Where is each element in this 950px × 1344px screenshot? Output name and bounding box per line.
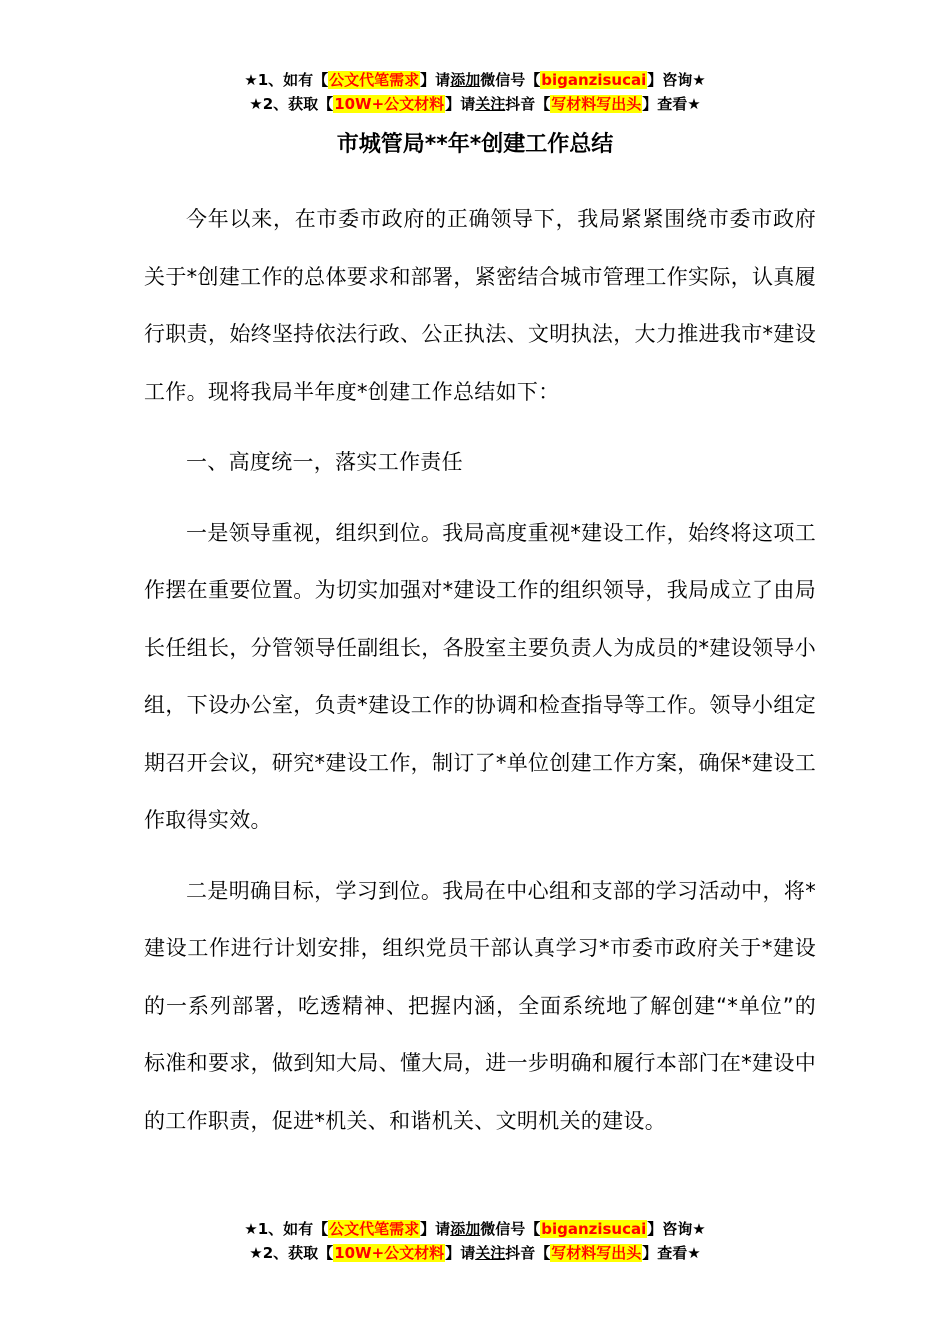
promo-text: 】请 [445,1244,476,1262]
promo-text: 】查看★ [642,95,701,113]
promo-line-2 [0,1241,950,1265]
promo-text: 】咨询★ [647,1220,706,1238]
promo-text: 抖音【 [505,1244,551,1262]
highlight-douyin-account: 写材料写出头 [551,95,642,113]
highlight-service: 公文代笔需求 [329,71,420,89]
promo-text: ★2、获取【 [249,1244,334,1262]
promo-text: 抖音【 [505,95,551,113]
highlight-materials: 10W+公文材料 [334,95,445,113]
promo-line-1 [0,68,950,92]
promo-line-1 [0,1217,950,1241]
highlight-douyin-account: 写材料写出头 [551,1244,642,1262]
promo-text: 】查看★ [642,1244,701,1262]
promo-text: 】请 [445,95,476,113]
document-body [144,191,816,1163]
highlight-wechat-id: biganzisucai [541,1220,647,1238]
promo-text: ★1、如有【 [244,1220,329,1238]
top-promo-banner [0,68,950,116]
highlight-wechat-id: biganzisucai [541,71,647,89]
highlight-materials: 10W+公文材料 [334,1244,445,1262]
promo-text: ★1、如有【 [244,71,329,89]
document-title: 市城管局**年*创建工作总结 [336,132,614,157]
promo-underlined-text: 添加 [450,71,481,89]
intro-paragraph: 今年以来，在市委市政府的正确领导下，我局紧紧围绕市委市政府关于*创建工作的总体要求和部署，紧密结合城市管理工作实际，认真履行职责，始终坚持依法行政、公正执法、文明执法，大力推进我市*建设工作。现将我局半年度*创建工作总结如下： [144,207,816,404]
promo-underlined-text: 关注 [475,1244,506,1262]
promo-underlined-text: 关注 [475,95,506,113]
promo-text: 】请 [420,71,451,89]
promo-line-2 [0,92,950,116]
promo-underlined-text: 添加 [450,1220,481,1238]
promo-text: 】咨询★ [647,71,706,89]
highlight-service: 公文代笔需求 [329,1220,420,1238]
promo-text: ★2、获取【 [249,95,334,113]
promo-text: 】请 [420,1220,451,1238]
body-paragraph: 一是领导重视，组织到位。我局高度重视*建设工作，始终将这项工作摆在重要位置。为切实加强对*建设工作的组织领导，我局成立了由局长任组长，分管领导任副组长，各股室主要负责人为成员的*建设领导小组，下设办公室，负责*建设工作的协调和检查指导等工作。领导小组定期召开会议，研究*建设工作，制订了*单位创建工作方案，确保*建设工作取得实效。 [144,520,816,832]
body-paragraph: 二是明确目标，学习到位。我局在中心组和支部的学习活动中，将*建设工作进行计划安排，组织党员干部认真学习*市委市政府关于*建设的一系列部署，吃透精神、把握内涵，全面系统地了解创建“*单位”的标准和要求，做到知大局、懂大局，进一步明确和履行本部门在*建设中的工作职责，促进*机关、和谐机关、文明机关的建设。 [144,878,816,1133]
promo-text: 微信号【 [480,1220,541,1238]
promo-text: 微信号【 [480,71,541,89]
bottom-promo-banner [0,1217,950,1265]
section-heading: 一、高度统一，落实工作责任 [186,450,463,474]
